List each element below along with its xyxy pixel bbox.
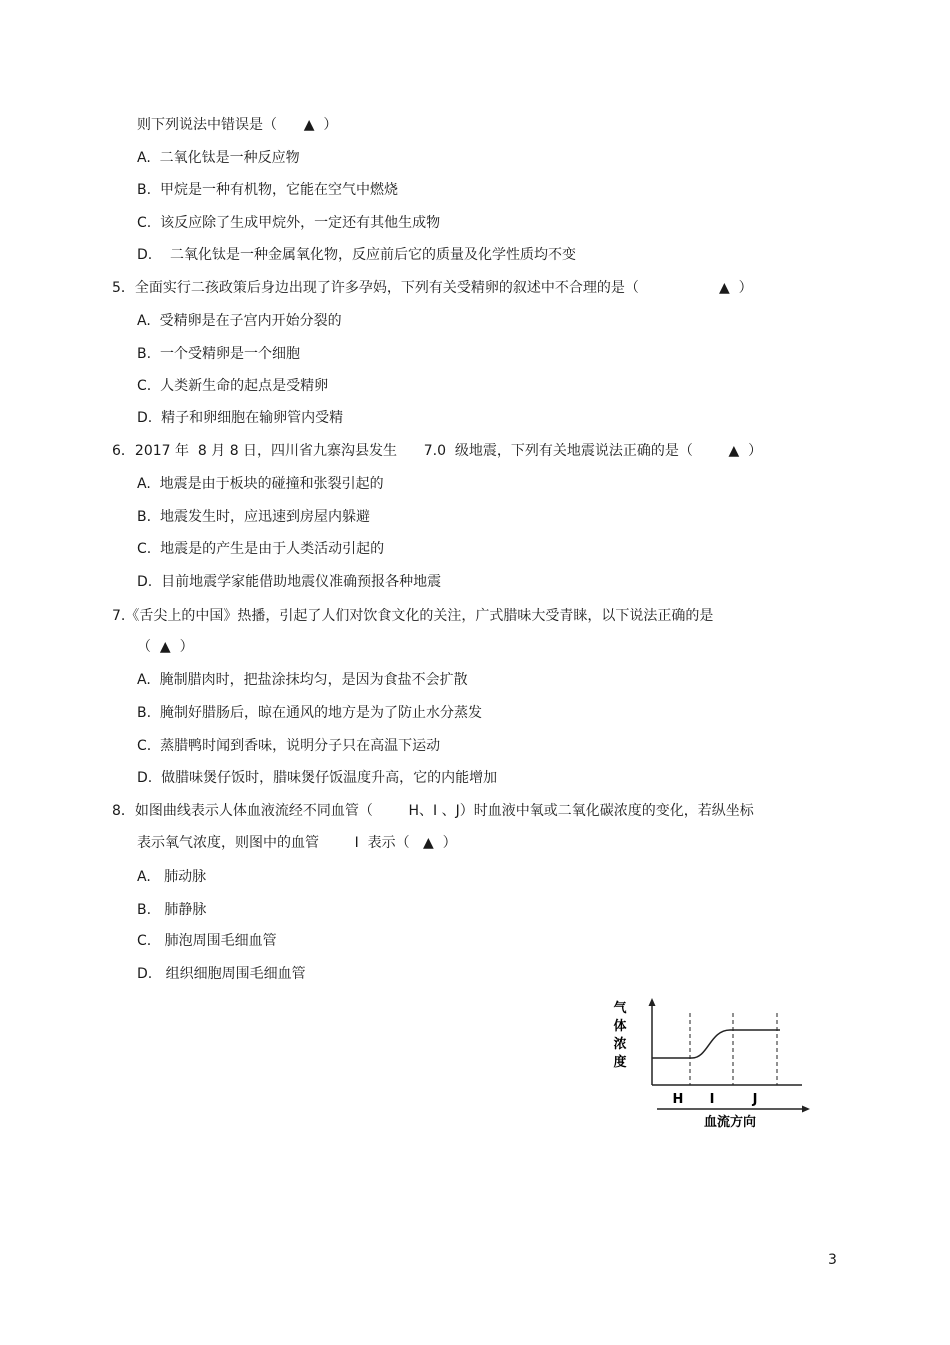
figure-concentration-curve	[652, 1030, 780, 1058]
q5-option-d: D. 精子和卵细胞在输卵管内受精	[137, 410, 344, 426]
q4-option-a: A. 二氧化钛是一种反应物	[137, 150, 300, 166]
q6-option-d: D. 目前地震学家能借助地震仪准确预报各种地震	[137, 574, 442, 590]
q7-stem: 7.《舌尖上的中国》热播，引起了人们对饮食文化的关注，广式腊味大受青睐，以下说法正确的是	[112, 608, 714, 624]
figure-segment-label-j: J	[752, 1092, 758, 1107]
figure-ylabel-char: 体	[613, 1019, 627, 1034]
gas-concentration-figure	[600, 995, 830, 1135]
figure-xlabel: 血流方向	[703, 1115, 757, 1130]
q7-option-d: D. 做腊味煲仔饭时，腊味煲仔饭温度升高，它的内能增加	[137, 770, 498, 786]
q8-option-b: B. 肺静脉	[137, 902, 207, 918]
q4-option-b: B. 甲烷是一种有机物，它能在空气中燃烧	[137, 182, 398, 198]
q5-stem: 5．全面实行二孩政策后身边出现了许多孕妈，下列有关受精卵的叙述中不合理的是（ ▲ ）	[112, 280, 753, 296]
q8-stem: 8．如图曲线表示人体血液流经不同血管（ H、I 、J）时血液中氧或二氧化碳浓度的变化，若纵坐标	[112, 803, 754, 819]
figure-segment-label-h: H	[672, 1092, 684, 1107]
q5-option-b: B. 一个受精卵是一个细胞	[137, 346, 300, 362]
q5-option-a: A. 受精卵是在子宫内开始分裂的	[137, 313, 342, 329]
q6-option-c: C. 地震是的产生是由于人类活动引起的	[137, 541, 385, 557]
q7-option-a: A. 腌制腊肉时，把盐涂抹均匀，是因为食盐不会扩散	[137, 672, 468, 688]
q4-option-d: D. 二氧化钛是一种金属氧化物，反应前后它的质量及化学性质均不变	[137, 247, 577, 263]
q6-option-b: B. 地震发生时，应迅速到房屋内躲避	[137, 509, 370, 525]
q6-option-a: A. 地震是由于板块的碰撞和张裂引起的	[137, 476, 384, 492]
q7-option-b: B. 腌制好腊肠后，晾在通风的地方是为了防止水分蒸发	[137, 705, 482, 721]
q8-option-d: D. 组织细胞周围毛细血管	[137, 966, 306, 982]
figure-ylabel-char: 气	[613, 1001, 627, 1016]
q8-option-c: C. 肺泡周围毛细血管	[137, 933, 277, 949]
figure-flow-arrow	[802, 1106, 810, 1113]
q8-continuation: 表示氧气浓度，则图中的血管 I 表示（ ▲ ）	[137, 835, 457, 851]
q6-stem: 6．2017 年 8 月 8 日，四川省九寨沟县发生 7.0 级地震，下列有关地震说法正确的是（ ▲ ）	[112, 443, 763, 459]
q8-option-a: A. 肺动脉	[137, 869, 207, 885]
figure-segment-label-i: I	[709, 1092, 715, 1107]
figure-ylabel-char: 度	[613, 1055, 627, 1070]
q7-continuation: （ ▲ ）	[137, 639, 194, 655]
figure-ylabel-char: 浓	[613, 1037, 627, 1052]
figure-y-arrow	[649, 998, 656, 1006]
q7-option-c: C. 蒸腊鸭时闻到香味，说明分子只在高温下运动	[137, 738, 441, 754]
q4-continuation: 则下列说法中错误是（ ▲ ）	[137, 117, 338, 133]
page-number: 3	[828, 1252, 837, 1268]
q5-option-c: C. 人类新生命的起点是受精卵	[137, 378, 329, 394]
q4-option-c: C. 该反应除了生成甲烷外，一定还有其他生成物	[137, 215, 441, 231]
